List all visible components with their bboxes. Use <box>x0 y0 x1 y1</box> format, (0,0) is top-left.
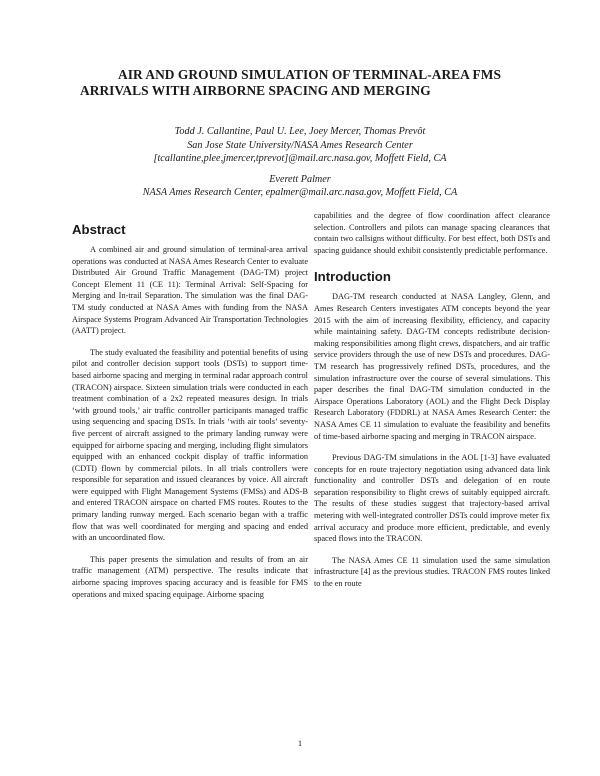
introduction-paragraph: The NASA Ames CE 11 simulation used the same simulation infrastructure [4] as the previous studies. TRACON FMS routes linked to the en route <box>314 555 550 589</box>
abstract-heading: Abstract <box>72 222 126 237</box>
author-emails: [tcallantine,plee,jmercer,tprevot]@mail.arc.nasa.gov, Moffett Field, CA <box>153 153 447 165</box>
introduction-heading: Introduction <box>314 269 391 285</box>
page-number: 1 <box>297 738 303 748</box>
author-block <box>0 125 600 200</box>
abstract-paragraph: The study evaluated the feasibility and potential benefits of using pilot and controller decision support tools (DSTs) to support time-based airborne spacing and merging in terminal radar approach control (TRACON) airspace. Sixteen simulation trials were conducted in each treatment combination of a 2x2 repeated measures design. In trials ‘with ground tools,’ air traffic controller participants managed traffic using sequencing and spacing DSTs. In trials ‘with air tools’ seventy-five percent of aircraft assigned to the primary landing runway were equipped for airborne spacing and merging, including flight simulators equipped with an enhanced cockpit display of traffic information (CDTI) flown by commercial pilots. In all trials controllers were responsible for separation and issued clearances by voice. All aircraft were equipped with Flight Management Systems (FMSs) and ADS-B and entered TRACON airspace on charted FMS routes. Routes to the primary landing runway merged. Each scenario began with a traffic flow that was well coordinated for merging and spacing and ended with an uncoordinated flow. <box>72 347 308 543</box>
left-column <box>72 222 308 610</box>
second-author-name: Everett Palmer <box>269 173 331 185</box>
introduction-paragraph: DAG-TM research conducted at NASA Langley, Glenn, and Ames Research Centers investigates ATM concepts beyond the year 2015 with the aim of increasing flexibility, efficiency, and capacity while maintaining safety. DAG-TM concepts redistribute decision-making responsibilities among flight crews, dispatchers, and air traffic service providers through the use of new DSTs and procedures. DAG-TM research has progressively refined DSTs, procedures, and the simulation infrastructure over the course of several simulations. This paper describes the final DAG-TM simulation conducted in the Airspace Operations Laboratory (AOL) and the Flight Deck Display Research Laboratory (FDDRL) at NASA Ames Research Center: the NASA Ames CE 11 simulation to evaluate the feasibility and benefits of time-based airborne spacing and merging in TRACON airspace. <box>314 292 550 441</box>
abstract-paragraph: A combined air and ground simulation of terminal-area arrival operations was conducted at NASA Ames Research Center to evaluate Distributed Air Ground Traffic Management (DAG-TM) project Concept Element 11 (CE 11): Terminal Arrival: Self-Spacing for Merging and In-trail Separation. The simulation was the final DAG-TM study conducted at NASA Ames with funding from the NASA Airspace Systems Program Advanced Air Transportation Technologies (AATT) project. <box>72 245 308 336</box>
second-author-affiliation: NASA Ames Research Center, epalmer@mail.arc.nasa.gov, Moffett Field, CA <box>142 187 458 199</box>
abstract-continuation: capabilities and the degree of flow coordination affect clearance selection. Controllers and pilots can manage spacing clearances that contain two callsigns without difficulty. For best effect, both DSTs and spacing guidance should exhibit consistently predictable performance. <box>314 211 550 255</box>
right-column <box>314 210 550 600</box>
paper-title: AIR AND GROUND SIMULATION OF TERMINAL-AREA FMS ARRIVALS WITH AIRBORNE SPACING AND MERGING <box>80 67 501 98</box>
author-affiliation: San Jose State University/NASA Ames Research Center <box>187 139 413 151</box>
author-names: Todd J. Callantine, Paul U. Lee, Joey Mercer, Thomas Prevôt <box>174 126 426 137</box>
introduction-paragraph: Previous DAG-TM simulations in the AOL [1-3] have evaluated concepts for en route trajectory negotiation using advanced data link functionality and controller DSTs and delegation of en route separation responsibility to flight crews of suitably equipped aircraft. The results of these studies suggest that trajectory-based arrival metering with well-integrated controller DSTs could improve meter fix arrival accuracy and produce more efficient, predictable, and evenly spaced flows into the TRACON. <box>314 453 550 544</box>
abstract-paragraph: This paper presents the simulation and results of from an air traffic management (ATM) perspective. The results indicate that airborne spacing improves spacing accuracy and is feasible for FMS operations and mixed spacing equipage. Airborne spacing <box>72 554 308 599</box>
